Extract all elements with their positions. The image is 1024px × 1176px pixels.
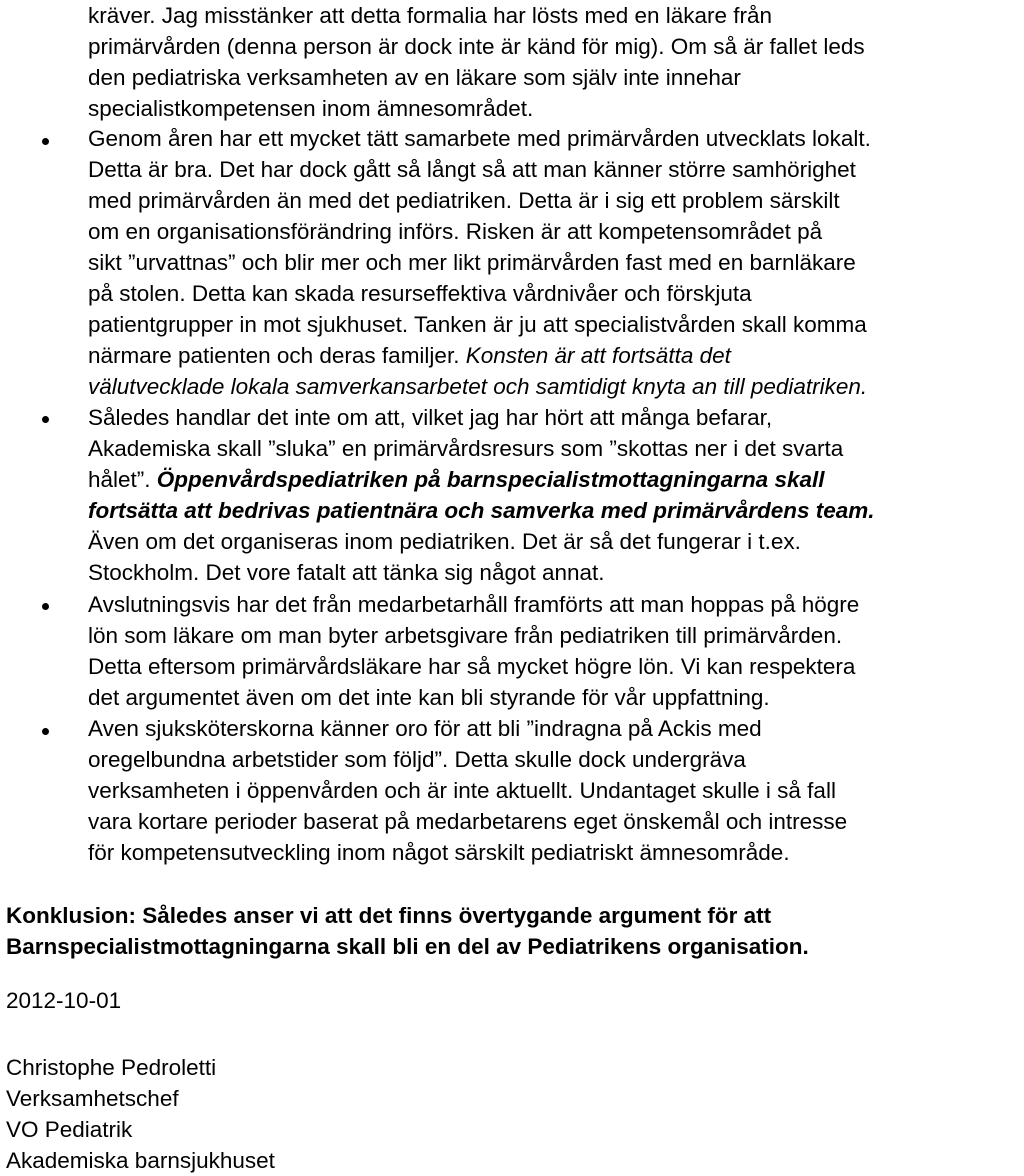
body-text-line: oregelbundna arbetstider som följd”. Detta skulle dock undergräva	[88, 747, 746, 772]
signature-department: VO Pediatrik	[6, 1117, 133, 1142]
date-text: 2012-10-01	[6, 988, 122, 1013]
body-text-line: det argumentet även om det inte kan bli styrande för vår uppfattning.	[88, 685, 770, 710]
body-text-line: patientgrupper in mot sjukhuset. Tanken är ju att specialistvården skall komma	[88, 312, 867, 337]
conclusion-line: Konklusion: Således anser vi att det finns övertygande argument för att	[6, 903, 772, 928]
body-text-line: Detta eftersom primärvårdsläkare har så mycket högre lön. Vi kan respektera	[88, 654, 856, 679]
signature-name: Christophe Pedroletti	[6, 1055, 217, 1080]
body-text-line: Även om det organiseras inom pediatriken. Det är så det fungerar i t.ex.	[88, 529, 801, 554]
signature-title: Verksamhetschef	[6, 1086, 179, 1111]
bullet-icon	[42, 416, 49, 423]
conclusion-line: Barnspecialistmottagningarna skall bli en del av Pediatrikens organisation.	[6, 934, 809, 959]
body-text-line: Således handlar det inte om att, vilket jag har hört att många befarar,	[88, 405, 773, 430]
body-text-line: på stolen. Detta kan skada resurseffektiva vårdnivåer och förskjuta	[88, 281, 752, 306]
italic-text-line: välutvecklade lokala samverkansarbetet och samtidigt knyta an till pediatriken.	[88, 374, 868, 399]
body-text-line: primärvården (denna person är dock inte är känd för mig). Om så är fallet leds	[88, 34, 865, 59]
body-text-line: Detta är bra. Det har dock gått så långt så att man känner större samhörighet	[88, 157, 856, 182]
body-text-line: Aven sjuksköterskorna känner oro för att bli ”indragna på Ackis med	[88, 716, 762, 741]
body-text-line	[88, 345, 731, 368]
body-text-line: om en organisationsförändring införs. Risken är att kompetensområdet på	[88, 219, 823, 244]
bullet-icon	[42, 138, 49, 145]
body-text-line: Akademiska skall ”sluka” en primärvårdsresurs som ”skottas ner i det svarta	[88, 436, 844, 461]
body-text-line: Avslutningsvis har det från medarbetarhåll framförts att man hoppas på högre	[88, 592, 860, 617]
bold-italic-text: Öppenvårdspediatriken på barnspecialistmottagningarna skall	[156, 467, 825, 492]
italic-text: Konsten är att fortsätta det	[465, 343, 731, 368]
plain-text: hålet”.	[88, 467, 157, 492]
body-text-line: Stockholm. Det vore fatalt att tänka sig något annat.	[88, 560, 605, 585]
body-text-line: specialistkompetensen inom ämnesområdet.	[88, 96, 534, 121]
bullet-icon	[42, 728, 49, 735]
body-text-line: kräver. Jag misstänker att detta formalia har lösts med en läkare från	[88, 3, 773, 28]
body-text-line: med primärvården än med det pediatriken. Detta är i sig ett problem särskilt	[88, 188, 840, 213]
signature-organization: Akademiska barnsjukhuset	[6, 1148, 275, 1173]
body-text-line: för kompetensutveckling inom något särskilt pediatriskt ämnesområde.	[88, 840, 790, 865]
body-text-line: den pediatriska verksamheten av en läkare som själv inte innehar	[88, 65, 741, 90]
body-text-line: lön som läkare om man byter arbetsgivare från pediatriken till primärvården.	[88, 623, 843, 648]
body-text-line	[88, 469, 825, 492]
bullet-icon	[42, 603, 49, 610]
body-text-line: sikt ”urvattnas” och blir mer och mer likt primärvården fast med en barnläkare	[88, 250, 856, 275]
body-text-line: vara kortare perioder baserat på medarbetarens eget önskemål och intresse	[88, 809, 848, 834]
bold-italic-text-line: fortsätta att bedrivas patientnära och samverka med primärvårdens team.	[88, 498, 875, 523]
body-text-line: Genom åren har ett mycket tätt samarbete med primärvården utvecklats lokalt.	[88, 126, 871, 151]
plain-text: närmare patienten och deras familjer.	[88, 343, 466, 368]
body-text-line: verksamheten i öppenvården och är inte aktuellt. Undantaget skulle i så fall	[88, 778, 836, 803]
